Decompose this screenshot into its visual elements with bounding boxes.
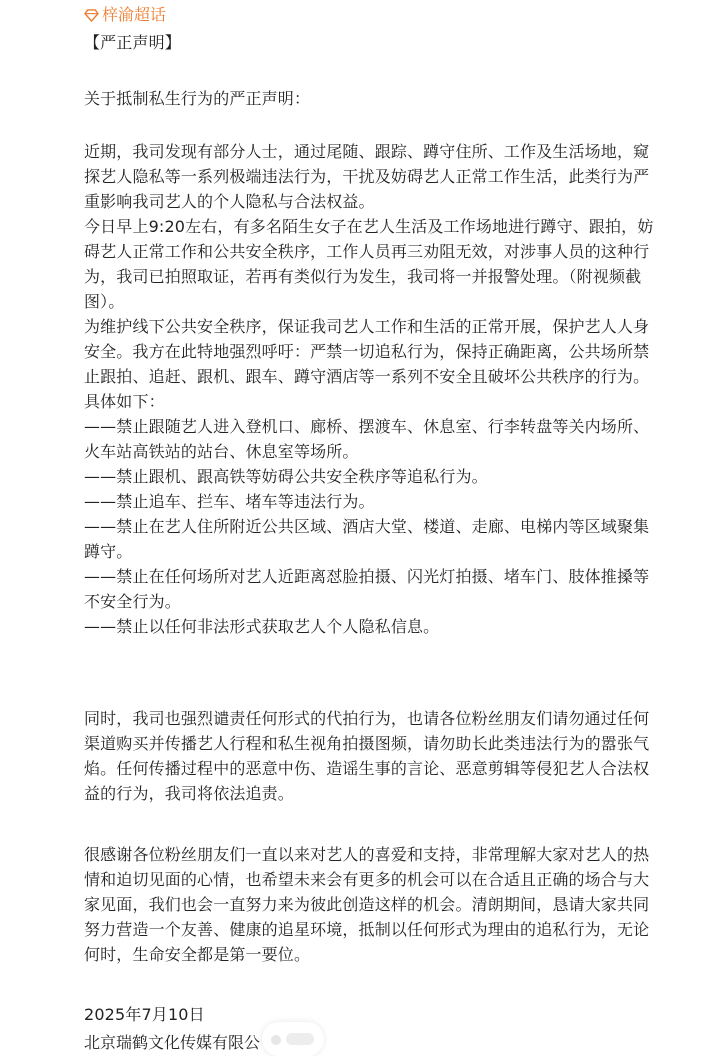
text-line: 具体如下： (84, 392, 165, 411)
condemn-paragraph (84, 706, 684, 806)
watermark-overlay (262, 1022, 324, 1056)
text-line: 重影响我司艺人的个人隐私与合法权益。 (84, 192, 375, 211)
text-line: 何时，生命安全都是第一要位。 (84, 945, 311, 964)
text-line: ——禁止以任何非法形式获取艺人个人隐私信息。 (84, 617, 440, 636)
thanks-paragraph (84, 842, 684, 967)
text-line: 益的行为，我司将依法追责。 (84, 784, 294, 803)
text-line: ——禁止追车、拦车、堵车等违法行为。 (84, 492, 375, 511)
text-line: 碍艺人正常工作和公共安全秩序，工作人员再三劝阻无效，对涉事人员的这种行 (84, 242, 650, 261)
topic-label: 梓渝超话 (102, 5, 167, 24)
text-line: 同时，我司也强烈谴责任何形式的代拍行为，也请各位粉丝朋友们请勿通过任何 (84, 709, 650, 728)
text-line: 安全。我方在此特地强烈呼吁：严禁一切追私行为，保持正确距离，公共场所禁 (84, 342, 650, 361)
text-line: ——禁止跟随艺人进入登机口、廊桥、摆渡车、休息室、行李转盘等关内场所、 (84, 417, 650, 436)
text-line: 很感谢各位粉丝朋友们一直以来对艺人的喜爱和支持，非常理解大家对艺人的热 (84, 845, 650, 864)
topic-link[interactable] (84, 3, 166, 27)
statement-header: 【严正声明】 (84, 33, 181, 52)
text-line: 图）。 (84, 292, 125, 311)
text-line: 火车站高铁站的站台、休息室等场所。 (84, 442, 359, 461)
text-line: 近期，我司发现有部分人士，通过尾随、跟踪、蹲守住所、工作及生活场地，窥 (84, 142, 650, 161)
text-line: 不安全行为。 (84, 592, 181, 611)
text-line: ——禁止跟机、跟高铁等妨碍公共安全秩序等追私行为。 (84, 467, 488, 486)
text-line: 止跟拍、追赶、跟机、跟车、蹲守酒店等一系列不安全且破坏公共秩序的行为。 (84, 367, 650, 386)
diamond-icon (84, 9, 99, 22)
text-line: ——禁止在艺人住所附近公共区域、酒店大堂、楼道、走廊、电梯内等区域聚集 (84, 517, 650, 536)
text-line: 渠道购买并传播艺人行程和私生视角拍摄图频，请勿助长此类违法行为的嚣张气 (84, 734, 650, 753)
text-line: 为，我司已拍照取证，若再有类似行为发生，我司将一并报警处理。（附视频截 (84, 267, 642, 286)
text-line: 今日早上9:20左右，有多名陌生女子在艺人生活及工作场地进行蹲守、跟拍，妨 (84, 217, 654, 236)
statement-date: 2025年7月10日 (84, 1005, 205, 1024)
text-line: 家见面，我们也会一直努力来为彼此创造这样的机会。清朗期间，恳请大家共同 (84, 895, 650, 914)
statement-subtitle: 关于抵制私生行为的严正声明： (84, 89, 311, 108)
text-line: 焰。任何传播过程中的恶意中伤、造谣生事的言论、恶意剪辑等侵犯艺人合法权 (84, 759, 650, 778)
text-line: 为维护线下公共安全秩序，保证我司艺人工作和生活的正常开展，保护艺人人身 (84, 317, 650, 336)
intro-paragraph (84, 139, 684, 639)
watermark-mark (286, 1033, 314, 1045)
text-line: 探艺人隐私等一系列极端违法行为，干扰及妨碍艺人正常工作生活，此类行为严 (84, 167, 650, 186)
watermark-avatar (271, 1035, 281, 1045)
company-signature: 北京瑞鹤文化传媒有限公 (84, 1033, 261, 1052)
text-line: 蹲守。 (84, 542, 133, 561)
text-line: ——禁止在任何场所对艺人近距离怼脸拍摄、闪光灯拍摄、堵车门、肢体推搡等 (84, 567, 650, 586)
text-line: 努力营造一个友善、健康的追星环境，抵制以任何形式为理由的追私行为，无论 (84, 920, 650, 939)
text-line: 情和迫切见面的心情，也希望未来会有更多的机会可以在合适且正确的场合与大 (84, 870, 650, 889)
